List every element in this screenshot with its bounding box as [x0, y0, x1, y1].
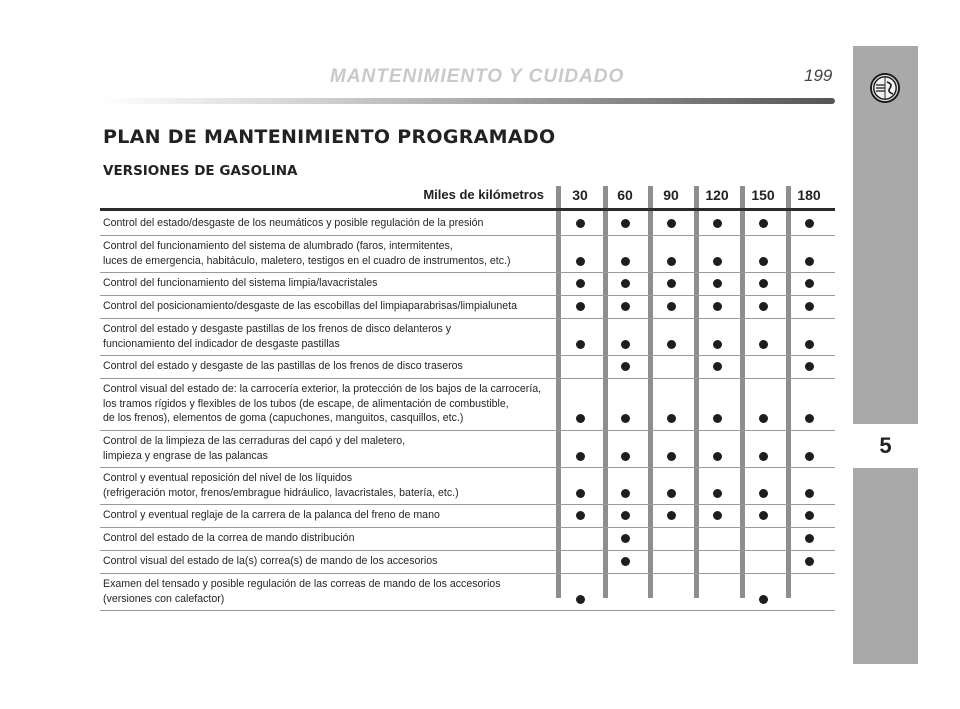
maintenance-mark-60 — [621, 340, 630, 349]
row-separator — [100, 378, 835, 379]
section-subtitle: VERSIONES DE GASOLINA — [103, 163, 298, 179]
table-row-label — [103, 434, 553, 463]
maintenance-mark-180 — [805, 219, 814, 228]
row-separator — [100, 318, 835, 319]
maintenance-mark-90 — [667, 489, 676, 498]
column-header-180: 180 — [797, 187, 821, 203]
row-text-line: Control del funcionamiento del sistema limpia/lavacristales — [103, 277, 378, 289]
table-row-label — [103, 382, 553, 426]
maintenance-mark-90 — [667, 511, 676, 520]
maintenance-mark-90 — [667, 452, 676, 461]
row-text-line: (refrigeración motor, frenos/embrague hidráulico, lavacristales, batería, etc.) — [103, 486, 459, 499]
maintenance-mark-120 — [713, 257, 722, 266]
maintenance-mark-120 — [713, 452, 722, 461]
maintenance-mark-180 — [805, 302, 814, 311]
maintenance-mark-90 — [667, 414, 676, 423]
maintenance-mark-150 — [759, 595, 768, 604]
maintenance-mark-60 — [621, 511, 630, 520]
maintenance-mark-150 — [759, 511, 768, 520]
maintenance-mark-30 — [576, 595, 585, 604]
row-text-line: Control del funcionamiento del sistema de alumbrado (faros, intermitentes, — [103, 240, 453, 252]
row-text-line: Control del estado y desgaste de las pastillas de los frenos de disco traseros — [103, 360, 463, 372]
row-text-line: (versiones con calefactor) — [103, 592, 225, 605]
maintenance-mark-120 — [713, 511, 722, 520]
row-text-line: Control de la limpieza de las cerraduras del capó y del maletero, — [103, 435, 406, 447]
maintenance-mark-120 — [713, 340, 722, 349]
column-separator — [648, 186, 653, 598]
km-label: Miles de kilómetros — [423, 187, 544, 202]
row-text-line: Control del estado y desgaste pastillas de los frenos de disco delanteros y — [103, 323, 452, 335]
maintenance-mark-120 — [713, 489, 722, 498]
row-separator — [100, 467, 835, 468]
table-row-label — [103, 216, 553, 231]
row-text-line: Control del posicionamiento/desgaste de las escobillas del limpiaparabrisas/limpialuneta — [103, 300, 517, 312]
column-header-150: 150 — [751, 187, 775, 203]
column-header-30: 30 — [572, 187, 588, 203]
brand-emblem-icon — [869, 72, 901, 104]
page-title: PLAN DE MANTENIMIENTO PROGRAMADO — [103, 126, 556, 148]
maintenance-mark-30 — [576, 340, 585, 349]
table-row-label — [103, 471, 553, 500]
maintenance-mark-60 — [621, 302, 630, 311]
row-text-line: Control visual del estado de: la carrocería exterior, la protección de los bajos de la carrocería, — [103, 383, 542, 395]
maintenance-mark-150 — [759, 452, 768, 461]
chapter-side-tab — [853, 46, 918, 664]
maintenance-mark-180 — [805, 414, 814, 423]
maintenance-mark-180 — [805, 489, 814, 498]
maintenance-mark-60 — [621, 257, 630, 266]
maintenance-mark-60 — [621, 489, 630, 498]
column-header-90: 90 — [663, 187, 679, 203]
column-separator — [603, 186, 608, 598]
maintenance-mark-60 — [621, 534, 630, 543]
chapter-number: 5 — [853, 424, 918, 468]
maintenance-mark-90 — [667, 340, 676, 349]
maintenance-mark-90 — [667, 257, 676, 266]
column-separator — [556, 186, 561, 598]
table-row-label — [103, 359, 553, 374]
maintenance-mark-90 — [667, 279, 676, 288]
row-text-line: Control visual del estado de la(s) correa(s) de mando de los accesorios — [103, 555, 438, 567]
maintenance-mark-120 — [713, 362, 722, 371]
maintenance-mark-180 — [805, 511, 814, 520]
header-rule — [100, 98, 835, 104]
column-separator — [694, 186, 699, 598]
maintenance-mark-60 — [621, 557, 630, 566]
row-separator — [100, 504, 835, 505]
maintenance-mark-180 — [805, 340, 814, 349]
row-separator — [100, 272, 835, 273]
page-number: 199 — [804, 66, 833, 85]
row-text-line: funcionamiento del indicador de desgaste pastillas — [103, 337, 340, 350]
column-header-120: 120 — [705, 187, 729, 203]
maintenance-mark-120 — [713, 302, 722, 311]
maintenance-mark-60 — [621, 362, 630, 371]
row-text-line: luces de emergencia, habitáculo, maletero, testigos en el cuadro de instrumentos, etc.) — [103, 254, 511, 267]
row-text-line: Examen del tensado y posible regulación de las correas de mando de los accesorios — [103, 578, 501, 590]
maintenance-mark-120 — [713, 279, 722, 288]
maintenance-mark-30 — [576, 279, 585, 288]
maintenance-mark-150 — [759, 340, 768, 349]
maintenance-mark-30 — [576, 452, 585, 461]
row-separator — [100, 235, 835, 236]
table-row-label — [103, 554, 553, 569]
row-separator — [100, 355, 835, 356]
maintenance-mark-180 — [805, 362, 814, 371]
maintenance-mark-30 — [576, 302, 585, 311]
maintenance-mark-60 — [621, 279, 630, 288]
row-text-line: Control del estado/desgaste de los neumáticos y posible regulación de la presión — [103, 217, 484, 229]
maintenance-mark-180 — [805, 452, 814, 461]
table-row-label — [103, 299, 553, 314]
maintenance-mark-30 — [576, 414, 585, 423]
row-separator — [100, 573, 835, 574]
row-separator — [100, 295, 835, 296]
table-row-label — [103, 508, 553, 523]
row-text-line: de los frenos), elementos de goma (capuchones, manguitos, casquillos, etc.) — [103, 412, 464, 424]
table-row-label — [103, 276, 553, 291]
maintenance-mark-150 — [759, 257, 768, 266]
maintenance-mark-30 — [576, 511, 585, 520]
maintenance-mark-90 — [667, 219, 676, 228]
row-text-line: los tramos rígidos y flexibles de los tubos (de escape, de alimentación de combustible, — [103, 397, 509, 410]
header-separator — [100, 208, 835, 211]
maintenance-mark-30 — [576, 489, 585, 498]
column-header-60: 60 — [617, 187, 633, 203]
maintenance-mark-120 — [713, 219, 722, 228]
table-row-label — [103, 577, 553, 606]
row-separator — [100, 430, 835, 431]
row-separator — [100, 527, 835, 528]
maintenance-mark-60 — [621, 219, 630, 228]
section-title: MANTENIMIENTO Y CUIDADO — [330, 66, 625, 87]
table-row-label — [103, 531, 553, 546]
maintenance-mark-150 — [759, 489, 768, 498]
row-separator — [100, 610, 835, 611]
maintenance-mark-60 — [621, 414, 630, 423]
maintenance-mark-120 — [713, 414, 722, 423]
maintenance-mark-30 — [576, 257, 585, 266]
row-text-line: Control y eventual reposición del nivel de los líquidos — [103, 472, 353, 484]
row-separator — [100, 550, 835, 551]
maintenance-mark-180 — [805, 534, 814, 543]
row-text-line: Control y eventual reglaje de la carrera de la palanca del freno de mano — [103, 509, 440, 521]
row-text-line: limpieza y engrase de las palancas — [103, 449, 268, 462]
maintenance-mark-150 — [759, 279, 768, 288]
table-row-label — [103, 322, 553, 351]
table-row-label — [103, 239, 553, 268]
maintenance-mark-150 — [759, 219, 768, 228]
column-separator — [740, 186, 745, 598]
maintenance-mark-180 — [805, 279, 814, 288]
maintenance-mark-30 — [576, 219, 585, 228]
maintenance-mark-90 — [667, 302, 676, 311]
maintenance-mark-150 — [759, 302, 768, 311]
maintenance-mark-150 — [759, 414, 768, 423]
column-separator — [786, 186, 791, 598]
maintenance-mark-180 — [805, 257, 814, 266]
row-text-line: Control del estado de la correa de mando distribución — [103, 532, 355, 544]
maintenance-mark-60 — [621, 452, 630, 461]
maintenance-mark-180 — [805, 557, 814, 566]
